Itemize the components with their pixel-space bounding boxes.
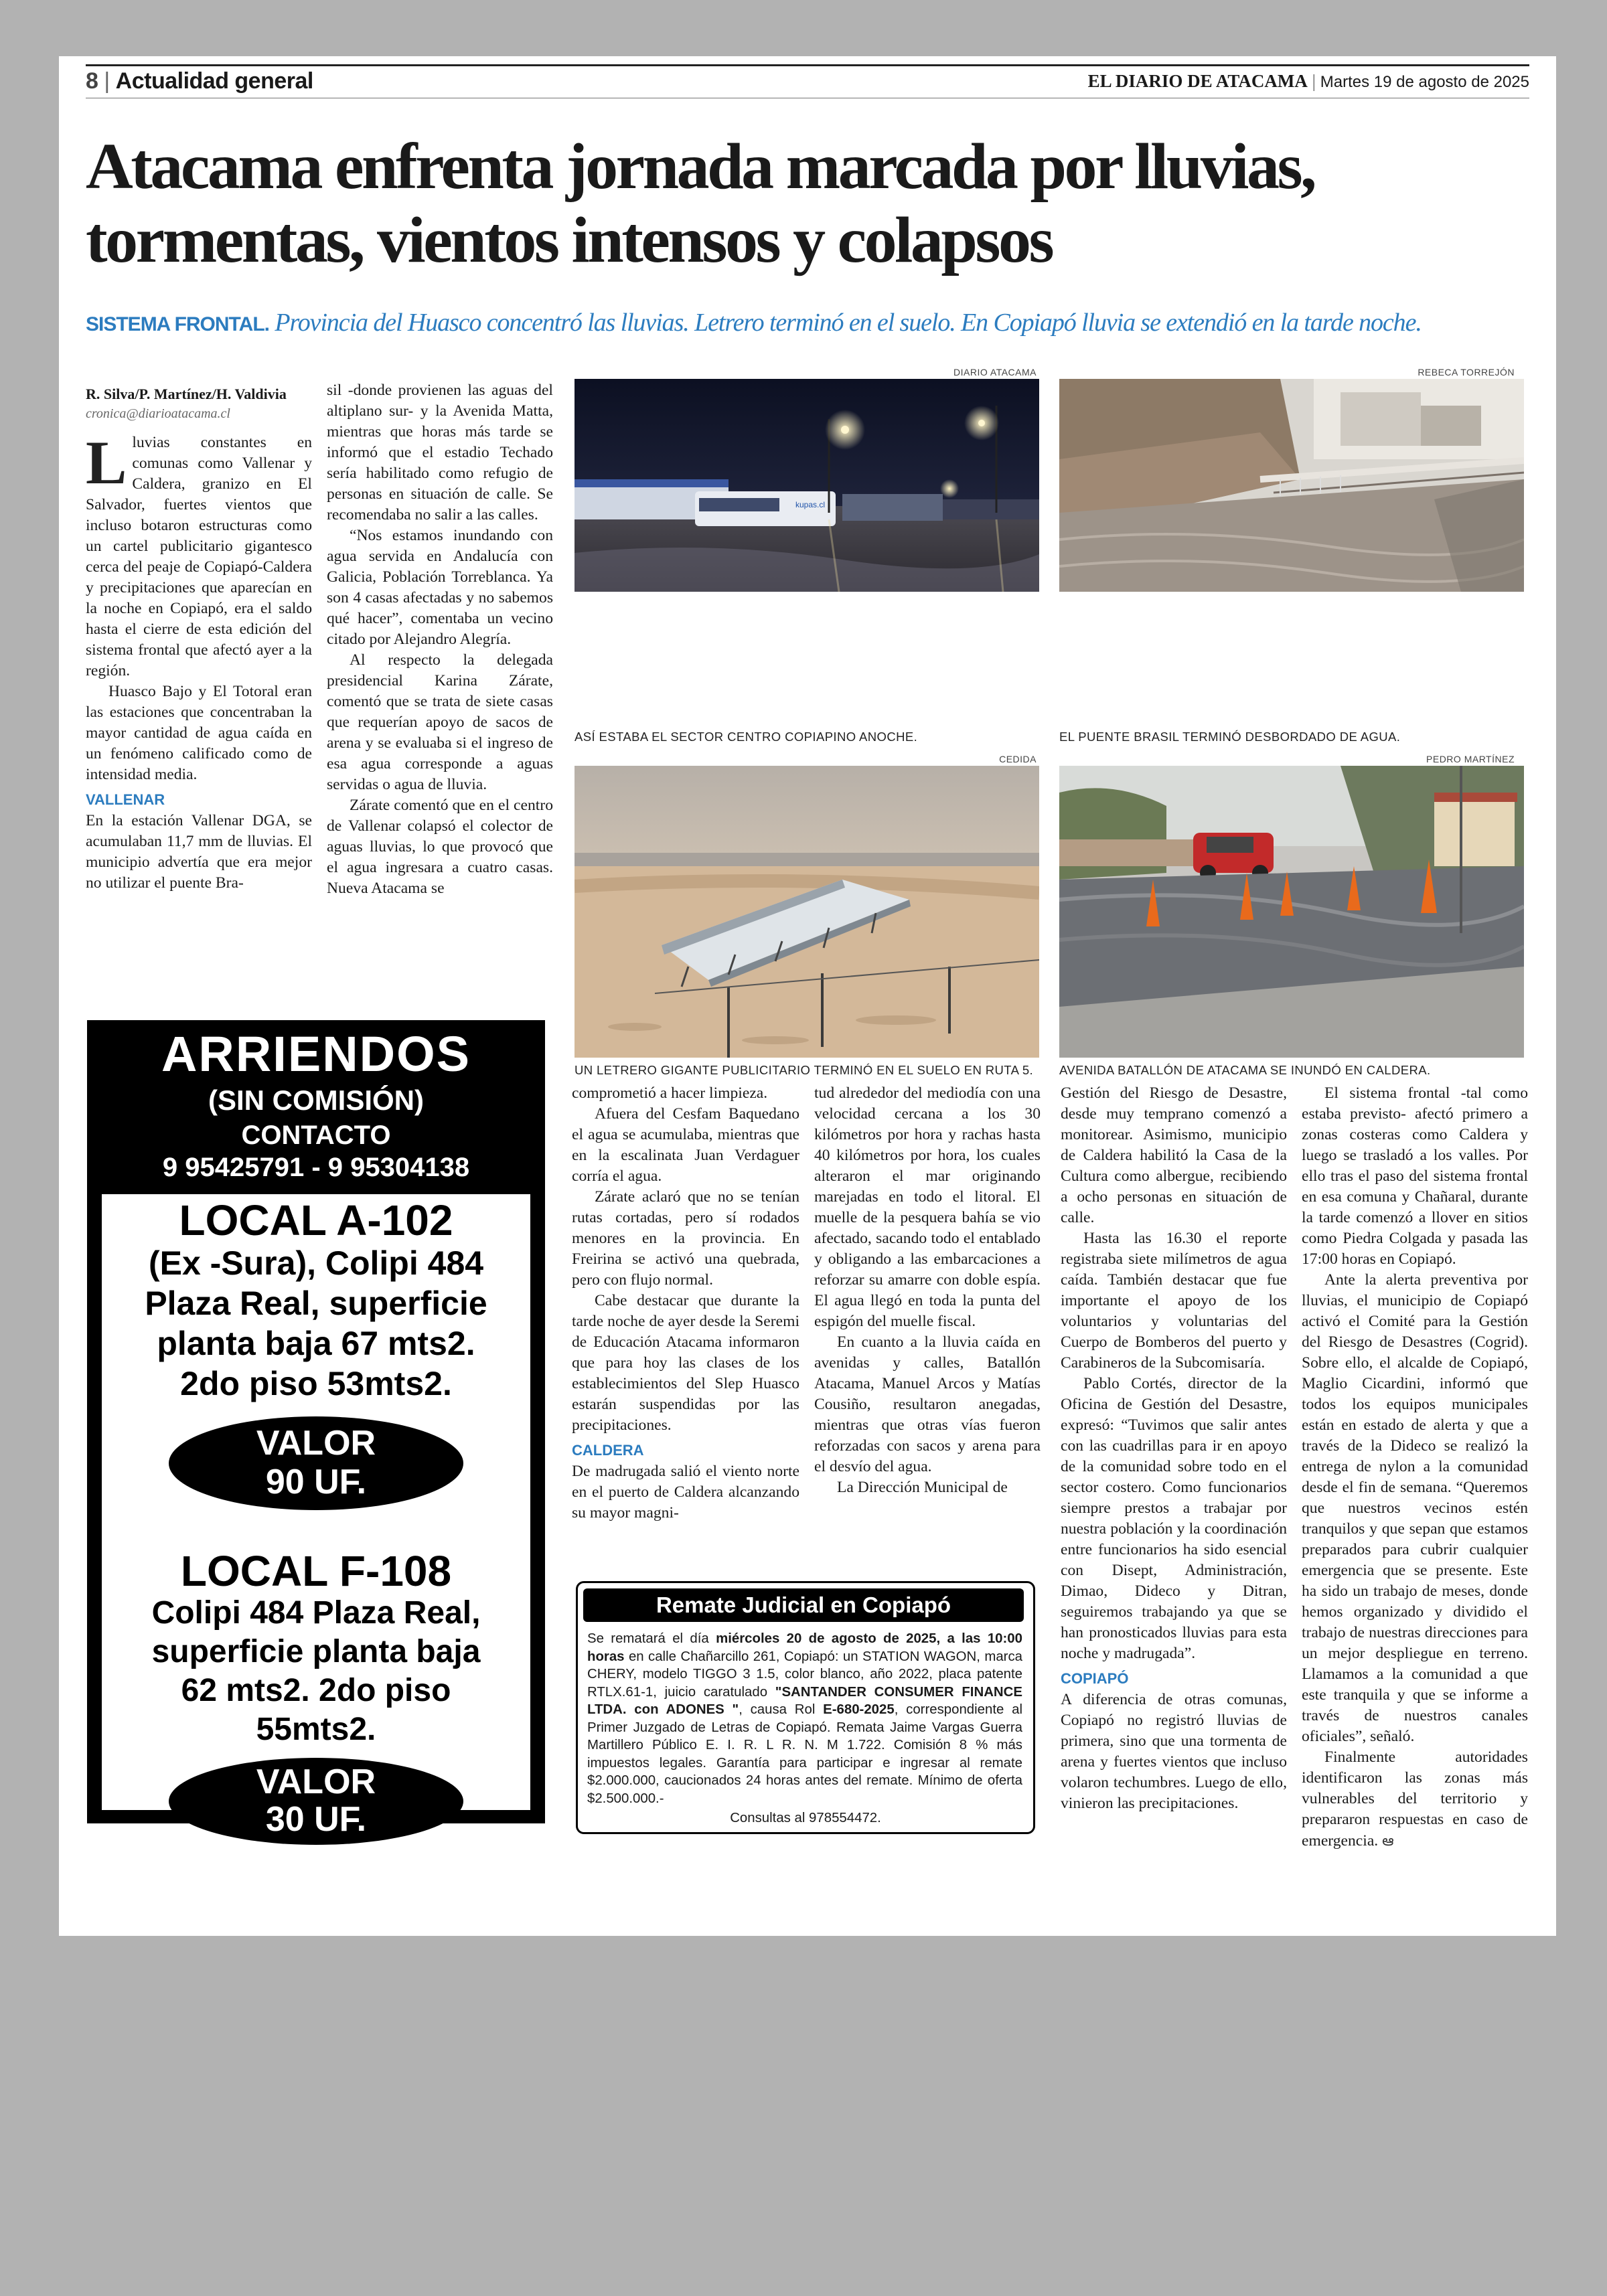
paragraph: De madrugada salió el viento norte en el puerto de Caldera alcanzando su mayor magni- — [572, 1463, 799, 1522]
paragraph: comprometió a hacer limpieza. — [572, 1084, 768, 1102]
local-line: 2do piso 53mts2. — [180, 1365, 452, 1402]
ad-phones: 9 95425791 - 9 95304138 — [162, 1153, 470, 1182]
paragraph — [1302, 1747, 1528, 1852]
remate-body — [587, 1630, 1022, 1807]
remate-title: Remate Judicial en Copiapó — [583, 1588, 1024, 1622]
article-column-1 — [86, 384, 312, 894]
ad-local-a102 — [102, 1194, 530, 1542]
subhead-vallenar: VALLENAR — [86, 791, 165, 808]
paragraph: A diferencia de otras comunas, Copiapó no registró lluvias de primera, sino que una tormenta de arena y fuertes vientos que incluso volaron techumbres. Luego de ello, vinieron las precipitaciones. — [1061, 1691, 1287, 1812]
ad-local-f108 — [102, 1542, 530, 1839]
price-value: 30 UF. — [265, 1800, 367, 1839]
paragraph: Pablo Cortés, director de la Oficina de Gestión del Desastre, expresó: “Tuvimos que salir antes con las cuadrillas para ir en apoyo de la comunidad sobre todo en el sector costero. Como funcionarios siempre prestos a trabajar por nuestra población y la coordinación entre funcionarios ha sido esencial con Disept, Administración, Dimao, Dideco y Ditran, seguiremos trabajando ya que se han pronosticados lluvias para esta noche y madrugada”. — [1061, 1375, 1287, 1662]
local-line: planta baja 67 mts2. — [157, 1325, 475, 1362]
remate-case-name: "SANTANDER CONSUMER FINANCE LTDA. con ADONES " — [587, 1684, 1022, 1717]
photo-credit: PEDRO MARTÍNEZ — [1426, 754, 1515, 764]
paragraph: Zárate comentó que en el centro de Vallenar colapsó el colector de aguas lluvias, lo que provocó que el agua ingresara a cuatro casas. Nueva Atacama se — [327, 797, 553, 897]
kicker: SISTEMA FRONTAL. — [86, 313, 269, 335]
author-email: cronica@diarioatacama.cl — [86, 406, 230, 421]
article-column-4 — [814, 1083, 1041, 1498]
page-section — [86, 68, 313, 94]
subhead-caldera: CALDERA — [572, 1442, 644, 1459]
photo-centro-copiapo — [575, 379, 1039, 592]
headline-line-2: tormentas, vientos intensos y colapsos — [86, 204, 1053, 276]
paragraph: Cabe destacar que durante la tarde noche de ayer desde la Seremi de Educación Atacama informaron que para hoy las clases de los establecimientos del Slep Huasco estarán suspendidas por las precipitaciones. — [572, 1292, 799, 1434]
price-badge — [169, 1416, 463, 1510]
remate-text: , causa Rol — [739, 1702, 824, 1717]
article-column-2 — [327, 380, 553, 899]
paragraph: sil -donde provienen las aguas del altiplano sur- y la Avenida Matta, mientras que horas más tarde se informó que el estadio Techado sería habilitado como refugio de personas en situación de calle. Se recomendaba no salir a las calles. — [327, 382, 553, 523]
headline-line-1: Atacama enfrenta jornada marcada por lluvias, — [86, 131, 1315, 203]
byline: R. Silva/P. Martínez/H. Valdivia — [86, 386, 287, 402]
local-line: Colipi 484 Plaza Real, — [151, 1595, 481, 1631]
paragraph-text: luvias constantes en comunas como Vallenar y Caldera, granizo en El Salvador, fuertes vientos que incluso botaron estructuras como un cartel publicitario gigantesco cerca del peaje de Copiapó-Caldera y precipitaciones que aparecían en la noche en Copiapó, era el saldo hasta el cierre de esta edición del sistema frontal que afectó ayer a la región. — [86, 434, 312, 679]
subhead-copiapo: COPIAPÓ — [1061, 1670, 1129, 1687]
issue-date: Martes 19 de agosto de 2025 — [1320, 73, 1529, 91]
article-column-3 — [572, 1083, 799, 1524]
ad-subtitle: (SIN COMISIÓN) — [208, 1084, 424, 1116]
local-title: LOCAL A-102 — [179, 1196, 453, 1244]
photo-batallon-atacama — [1059, 766, 1524, 1058]
paragraph: El sistema frontal -tal como estaba previsto- afectó primero a zonas costeras como Caldera y luego se trasladó a los valles. Por ello tras el paso del sistema frontal en esa comuna y Chañaral, durante la tarde comenzó a llover en sitios como Piedra Colgada y pasada las 17:00 horas en Copiapó. — [1302, 1084, 1528, 1268]
header-rule — [86, 64, 1529, 66]
remate-text: en calle Chañarcillo 261, Copiapó: un STATION WAGON, marca CHERY, modelo TIGGO 3 1.5, color blanco, año 2022, placa patente RTLX.61-1, juicio caratulado — [587, 1649, 1022, 1700]
paragraph: La Dirección Municipal de — [837, 1479, 1008, 1496]
paragraph — [86, 428, 312, 681]
paragraph: En la estación Vallenar DGA, se acumulaban 11,7 mm de lluvias. El municipio advertía que era mejor no utilizar el puente Bra- — [86, 812, 312, 892]
photo-caption: EL PUENTE BRASIL TERMINÓ DESBORDADO DE AGUA. — [1059, 730, 1401, 744]
photo-letrero — [575, 766, 1039, 1058]
headline — [86, 130, 1539, 277]
paragraph: Hasta las 16.30 el reporte registraba siete milímetros de agua caída. También destacar que fue importante el apoyo de los voluntarios y voluntarias del Cuerpo de Bomberos del puerto y Carabineros de la Subcomisaría. — [1061, 1230, 1287, 1372]
paragraph-text: Finalmente autoridades identificaron las zonas más vulnerables del territorio y prepararon respuestas en caso de emergencia. — [1302, 1748, 1528, 1850]
paragraph: Gestión del Riesgo de Desastre, desde muy temprano comenzó a monitorear. Asimismo, municipio de Caldera habilitó la Casa de la Cultura como albergue, recibiendo a ocho personas en situación de calle. — [1061, 1084, 1287, 1226]
local-line: 55mts2. — [256, 1712, 376, 1747]
photo-caption: ASÍ ESTABA EL SECTOR CENTRO COPIAPINO ANOCHE. — [575, 730, 918, 744]
ad-arriendos — [87, 1020, 545, 1839]
paragraph: Ante la alerta preventiva por lluvias, el municipio de Copiapó activó el Comité para la Gestión del Riesgo de Desastres (Cogrid). Sobre ello, el alcalde de Copiapó, Maglio Cicardini, informó que todos los equipos municipales están en estado de alerta y que a través de la Dideco se realizó la entrega de nylon a la comunidad desde el fin de semana. “Queremos que nuestros vecinos estén tranquilos y que sepan que estamos preparados para cubrir cualquier emergencia que se presente. Este ha sido un trabajo de meses, donde hemos organizado y dividido el trabajo de nuestras direcciones para un mejor despliegue en terreno. Llamamos a la comunidad a que este tranquila y que se informe a través de nuestros canales oficiales”, señaló. — [1302, 1271, 1528, 1745]
section-name: Actualidad general — [115, 68, 313, 94]
article-column-6 — [1302, 1083, 1528, 1852]
paragraph: tud alrededor del mediodía con una velocidad cercana a los 30 kilómetros por hora y rachas hasta 40 kilómetros por hora, los cuales alteraron el mar originando marejadas en todo el litoral. El muelle de la pesquera bahía se vio afectado, sacando todo el entablado y obligando a las embarcaciones a reforzar su amarre con doble espía. El agua llegó en toda la punta del espigón del muelle fiscal. — [814, 1084, 1041, 1330]
price-label: VALOR — [256, 1762, 376, 1801]
local-title: LOCAL F-108 — [180, 1547, 452, 1595]
night-street-image — [575, 379, 1039, 592]
end-mark: ఆ — [1382, 1832, 1394, 1849]
flooded-bridge-image — [1059, 379, 1524, 592]
newspaper-page — [59, 56, 1556, 1936]
price-badge — [169, 1758, 463, 1845]
ad-title: ARRIENDOS — [161, 1026, 471, 1082]
paragraph: Zárate aclaró que no se tenían rutas cortadas, pero sí rodados menores en la provincia. En Freirina se activó una quebrada, pero con flujo normal. — [572, 1188, 799, 1289]
header-divider: | — [1312, 71, 1320, 91]
paragraph: En cuanto a la lluvia caída en avenidas y calles, Batallón Atacama, Manuel Arcos y Matías Cousiño, resultaron anegadas, mientras que otras vías fueron reforzadas con sacos y arena para el desvío del agua. — [814, 1333, 1041, 1475]
remate-text: Se rematará el día — [587, 1631, 716, 1646]
local-line: superficie planta baja — [151, 1634, 481, 1669]
remate-judicial-box — [576, 1581, 1035, 1834]
header-divider: | — [104, 68, 116, 94]
remate-rol: E-680-2025 — [823, 1702, 895, 1717]
local-line: (Ex -Sura), Colipi 484 — [148, 1244, 484, 1282]
paragraph: “Nos estamos inundando con agua servida en Andalucía con Galicia, Población Torreblanca. Ya son 4 casas afectadas y no sabemos qué hacer”, comentaba un vecino citado por Alejandro Alegría. — [327, 527, 553, 648]
photo-credit: DIARIO ATACAMA — [953, 367, 1037, 378]
ad-contact-label: CONTACTO — [241, 1121, 391, 1150]
local-line: 62 mts2. 2do piso — [181, 1673, 451, 1708]
paragraph: Huasco Bajo y El Totoral eran las estaciones que concentraban la mayor cantidad de agua caída en un fenómeno calificado como de intensidad media. — [86, 683, 312, 783]
masthead-info — [1088, 71, 1529, 92]
local-line: Plaza Real, superficie — [145, 1285, 487, 1322]
flooded-avenue-image — [1059, 766, 1524, 1058]
deck-text: Provincia del Huasco concentró las lluvias. Letrero terminó en el suelo. En Copiapó lluvia se extendió en la tarde noche. — [275, 309, 1422, 337]
drop-cap: L — [86, 428, 127, 497]
paragraph: Afuera del Cesfam Baquedano el agua se acumulaba, mientras que en la escalinata Juan Verdaguer corría el agua. — [572, 1105, 799, 1185]
price-label: VALOR — [256, 1424, 376, 1463]
remate-date: miércoles 20 de agosto de 2025, a las 10:00 horas — [587, 1631, 1022, 1664]
price-value: 90 UF. — [265, 1463, 367, 1501]
paragraph: Al respecto la delegada presidencial Karina Zárate, comentó que se trata de siete casas que requerían apoyo de sacos de arena y se evaluaba si el ingreso de esa agua corresponde a aguas servidas o agua de lluvia. — [327, 651, 553, 793]
photo-caption: AVENIDA BATALLÓN DE ATACAMA SE INUNDÓ EN CALDERA. — [1059, 1063, 1431, 1077]
photo-credit: CEDIDA — [999, 754, 1037, 764]
newspaper-name: EL DIARIO DE ATACAMA — [1087, 71, 1308, 91]
article-column-5 — [1061, 1083, 1287, 1814]
page-number: 8 — [86, 68, 98, 94]
photo-puente-brasil — [1059, 379, 1524, 592]
fallen-billboard-image — [575, 766, 1039, 1058]
remate-text: , correspondiente al Primer Juzgado de Letras de Copiapó. Remata Jaime Vargas Guerra Martillero Público E. I. R. L R. N. M 1.722. Comisión 8 % más impuestos legales. Garantía para participar e ingresar al remate $2.000.000, caucionados 24 horas antes del remate. Mínimo de oferta $2.500.000.- — [587, 1702, 1022, 1806]
photo-credit: REBECA TORREJÓN — [1418, 367, 1515, 378]
photo-caption: UN LETRERO GIGANTE PUBLICITARIO TERMINÓ EN EL SUELO EN RUTA 5. — [575, 1063, 1034, 1077]
deck — [86, 308, 1556, 337]
bus-sign: kupas.cl — [795, 500, 826, 509]
remate-contact: Consultas al 978554472. — [730, 1811, 881, 1825]
